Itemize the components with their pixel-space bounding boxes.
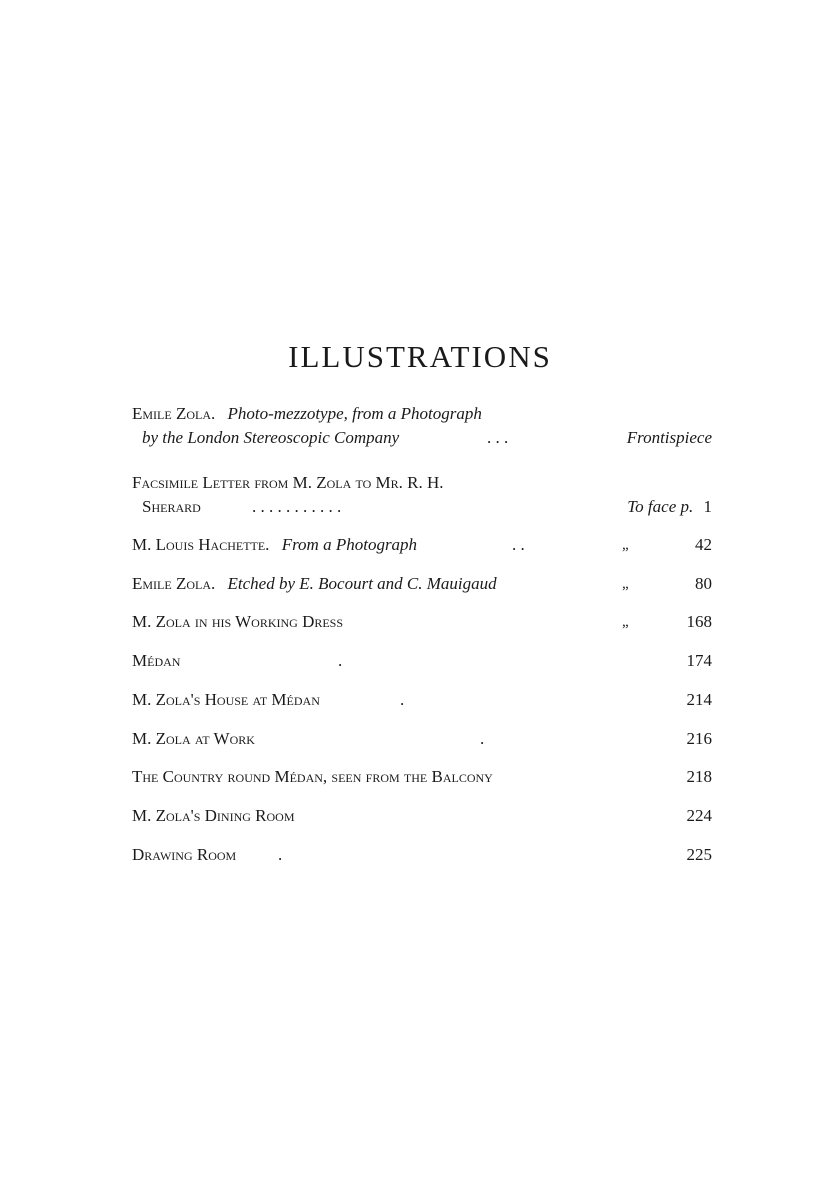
illustration-entry (132, 727, 712, 751)
leader-dots: . (480, 729, 485, 748)
ditto-mark: „ (622, 576, 629, 592)
entry-description: Photo-mezzotype, from a Photograph (227, 404, 482, 423)
illustration-entry (132, 843, 712, 867)
page-title: ILLUSTRATIONS (288, 338, 552, 374)
leader-dots: . . . (487, 428, 509, 447)
entry-page-label: To face p. (627, 497, 694, 516)
illustration-entry (132, 610, 712, 634)
leader-dots: . . . . . . . . . . . (252, 497, 342, 516)
illustration-entry (132, 471, 712, 519)
entry-subject: Facsimile Letter from M. Zola to Mr. R. H. (132, 473, 444, 492)
entry-page: 225 (686, 845, 712, 864)
illustration-entry (132, 804, 712, 828)
entry-page: 1 (703, 497, 712, 516)
entry-subject-continued: Sherard (142, 497, 201, 516)
entry-description-continued: by the London Stereoscopic Company (142, 428, 400, 447)
entry-subject: The Country round Médan, seen from the Balcony (132, 767, 493, 786)
entry-page: 42 (695, 535, 712, 554)
entry-description: Etched by E. Bocourt and C. Mauigaud (227, 574, 497, 593)
illustration-entry (132, 649, 712, 673)
illustration-entry (132, 533, 712, 557)
ditto-mark: „ (622, 537, 629, 553)
entry-subject: Médan (132, 651, 181, 670)
entry-subject: M. Zola at Work (132, 729, 255, 748)
illustration-entry (132, 765, 712, 789)
entry-page: 214 (686, 690, 712, 709)
entry-subject: Emile Zola. (132, 404, 216, 423)
entry-page: 80 (695, 574, 712, 593)
leader-dots: . (278, 845, 283, 864)
illustration-entry (132, 688, 712, 712)
entry-page: 218 (686, 767, 712, 786)
illustration-entry (132, 402, 712, 450)
entry-subject: M. Zola's House at Médan (132, 690, 320, 709)
illustration-entry (132, 572, 712, 596)
entry-subject: Drawing Room (132, 845, 237, 864)
entry-description: From a Photograph (281, 535, 418, 554)
entry-page: 216 (686, 729, 712, 748)
entry-page: 224 (686, 806, 712, 825)
entry-page-cell (627, 495, 712, 519)
entry-subject: M. Zola in his Working Dress (132, 612, 344, 631)
entry-subject: Emile Zola. (132, 574, 216, 593)
entry-page: Frontispiece (626, 428, 712, 447)
entry-subject: M. Louis Hachette. (132, 535, 270, 554)
entry-page: 174 (686, 651, 712, 670)
leader-dots: . . (512, 535, 525, 554)
leader-dots: . (400, 690, 405, 709)
leader-dots: . (338, 651, 343, 670)
ditto-mark: „ (622, 614, 629, 630)
entry-subject: M. Zola's Dining Room (132, 806, 295, 825)
entry-page: 168 (686, 612, 712, 631)
